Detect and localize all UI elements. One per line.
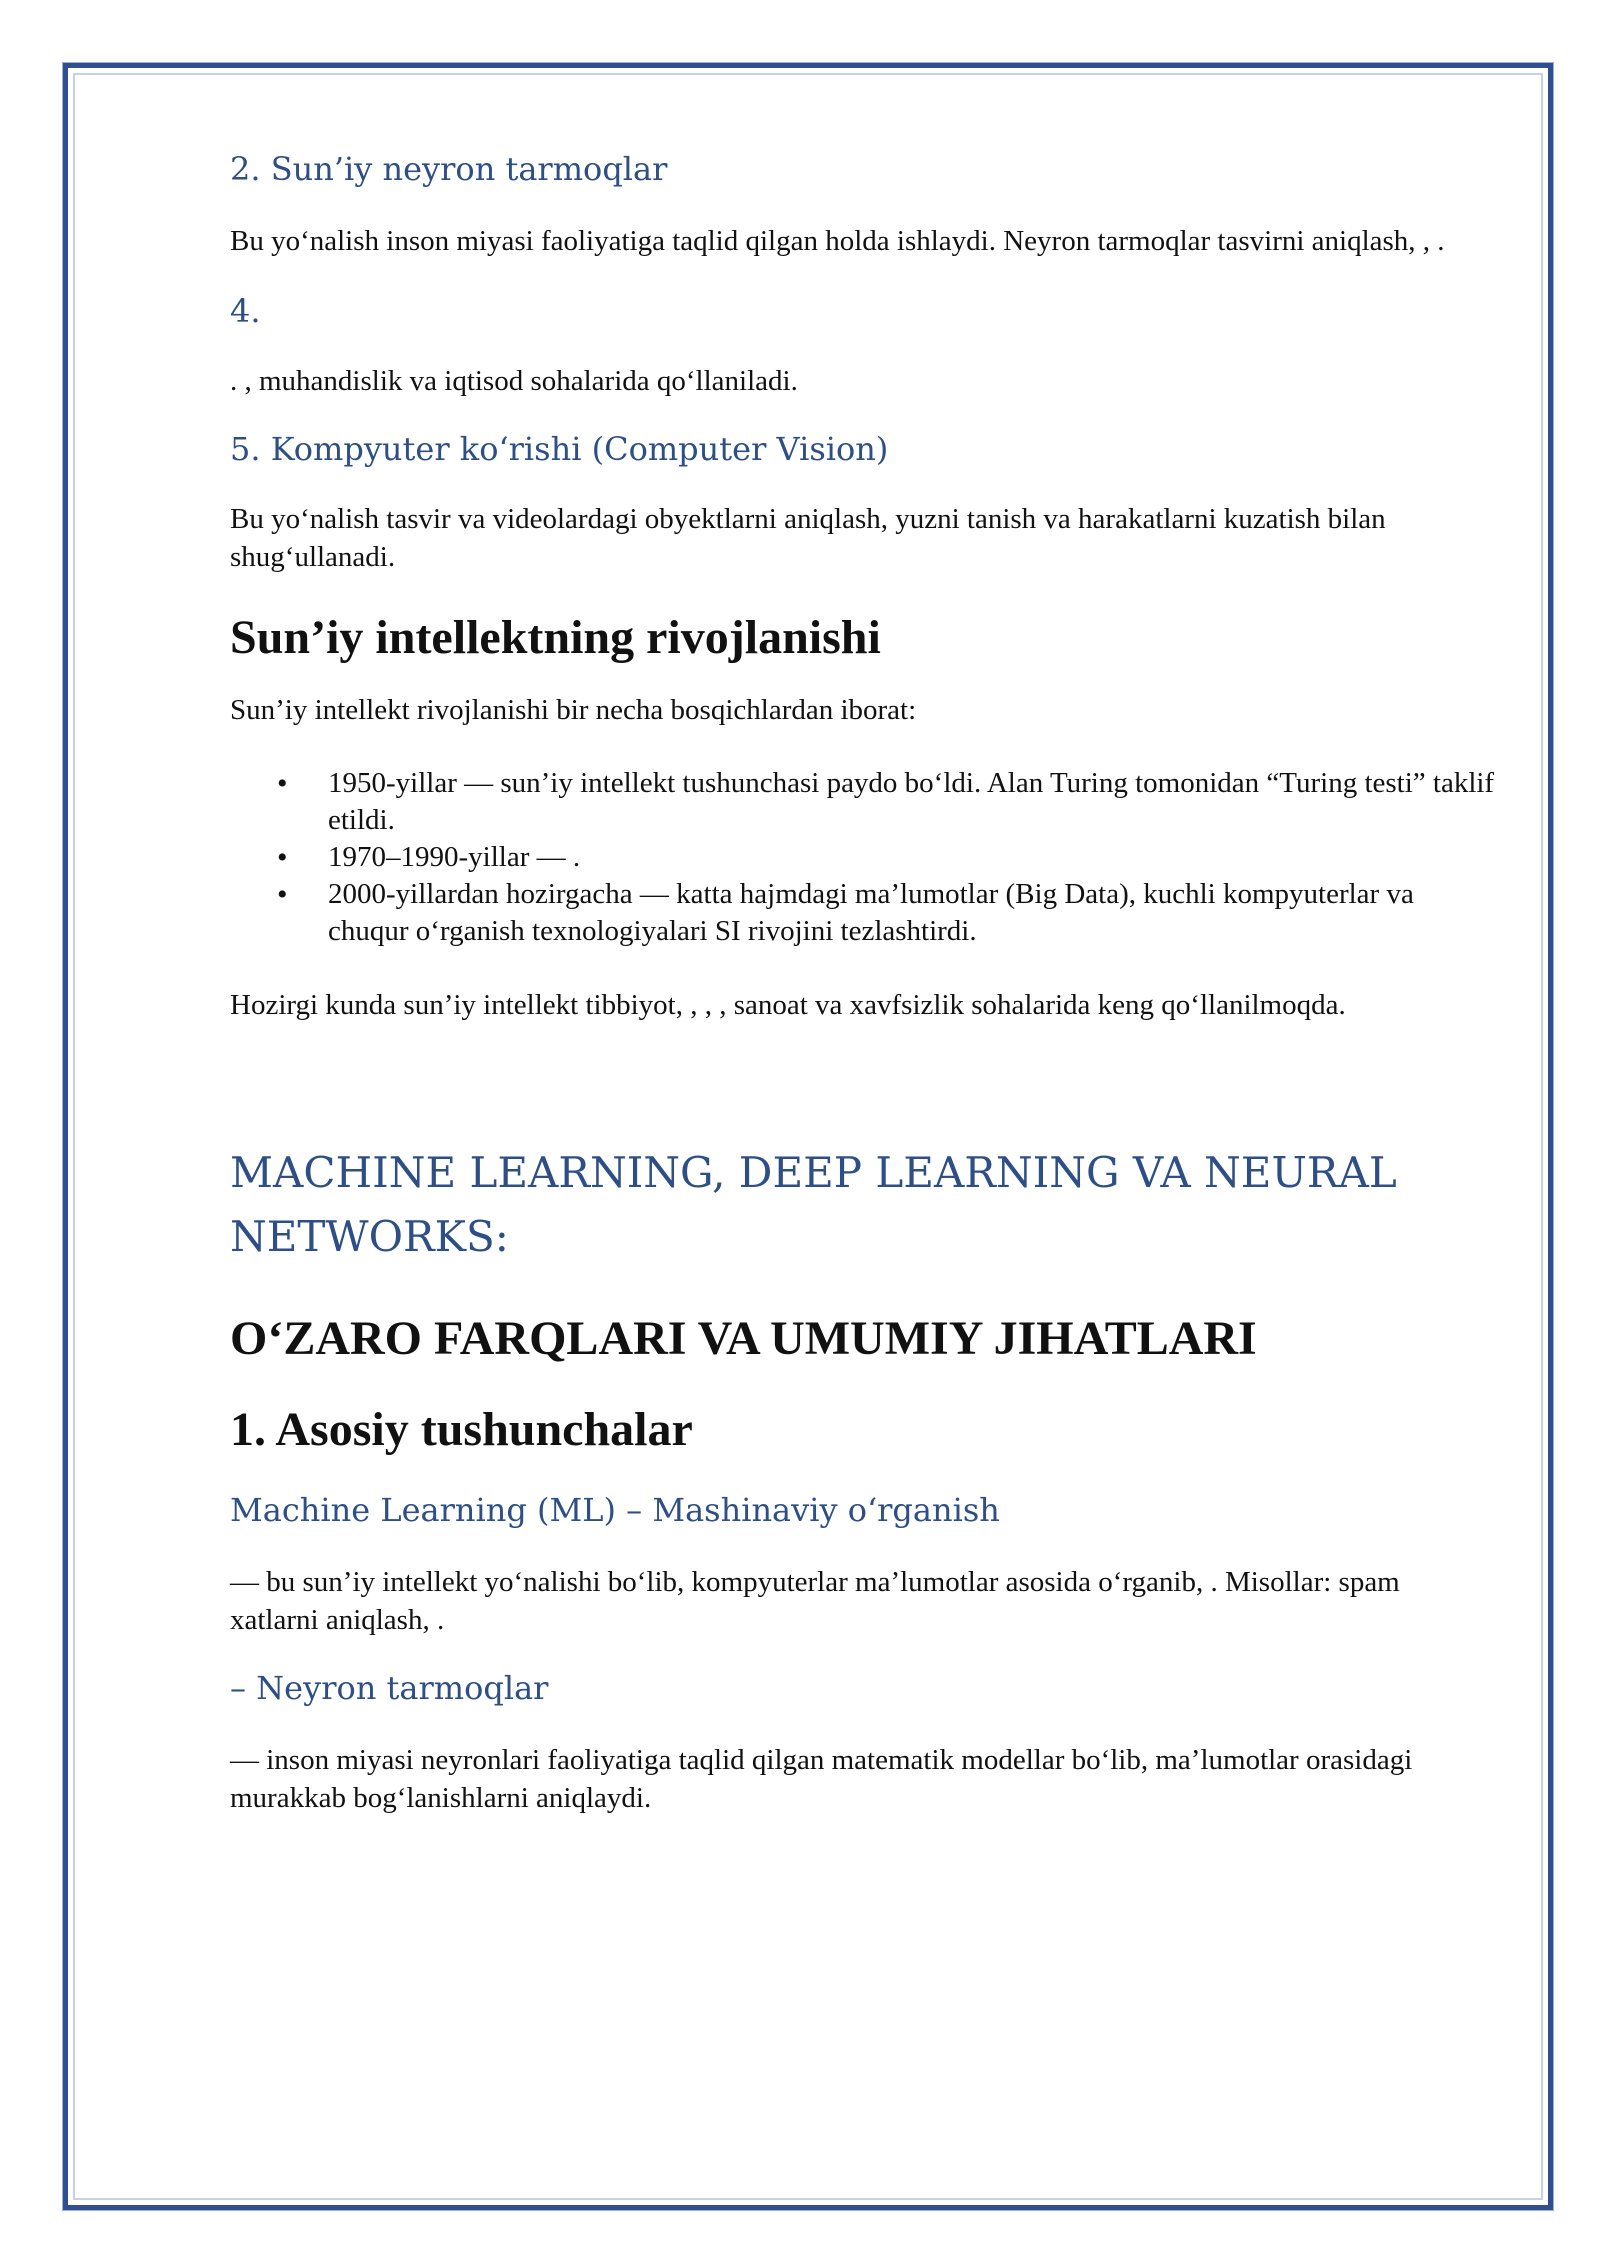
list-item bbox=[230, 839, 1495, 876]
heading-asosiy-tushunchalar: 1. Asosiy tushunchalar bbox=[230, 1403, 693, 1456]
paragraph-muhandislik: . , muhandislik va iqtisod sohalarida qo‘llaniladi. bbox=[230, 365, 798, 397]
heading-farqlari: O‘ZARO FARQLARI VA UMUMIY JIHATLARI bbox=[230, 1312, 1257, 1365]
list-item-text: 1950-yillar — sun’iy intellekt tushunchasi paydo bo‘ldi. Alan Turing tomonidan “Turing testi” taklif etildi. bbox=[328, 767, 1495, 836]
heading-machine-learning: Machine Learning (ML) – Mashinaviy o‘rganish bbox=[230, 1491, 1000, 1529]
heading-computer-vision: 5. Kompyuter ko‘rishi (Computer Vision) bbox=[230, 430, 889, 468]
paragraph-rivojlanish-intro: Sun’iy intellekt rivojlanishi bir necha bosqichlardan iborat: bbox=[230, 694, 917, 726]
paragraph-neyron-tarmoqlar: — inson miyasi neyronlari faoliyatiga taqlid qilgan matematik modellar bo‘lib, ma’lumotlar orasidagi murakkab bog‘lanishlarni aniqlaydi. bbox=[230, 1744, 1413, 1814]
list-item bbox=[230, 765, 1495, 839]
list-item-text: 1970–1990-yillar — . bbox=[328, 841, 581, 873]
paragraph-rivojlanish-summary: Hozirgi kunda sun’iy intellekt tibbiyot, , , , sanoat va xavfsizlik sohalarida keng qo‘llanilmoqda. bbox=[230, 989, 1346, 1021]
paragraph-computer-vision: Bu yo‘nalish tasvir va videolardagi obyektlarni aniqlash, yuzni tanish va harakatlarni kuzatish bilan shug‘ullanadi. bbox=[230, 503, 1386, 573]
bullet-icon: • bbox=[277, 767, 288, 800]
list-item bbox=[230, 876, 1495, 950]
rivojlanish-bullet-list bbox=[230, 765, 1495, 950]
heading-neyron-tarmoqlar: 2. Sun’iy neyron tarmoqlar bbox=[230, 150, 668, 188]
heading-rivojlanish: Sun’iy intellektning rivojlanishi bbox=[230, 611, 881, 664]
heading-ml-dl-nn: MACHINE LEARNING, DEEP LEARNING VA NEURAL NETWORKS: bbox=[230, 1148, 1397, 1261]
paragraph-neyron: Bu yo‘nalish inson miyasi faoliyatiga taqlid qilgan holda ishlaydi. Neyron tarmoqlar tasvirni aniqlash, , . bbox=[230, 225, 1445, 257]
heading-4: 4. bbox=[230, 292, 261, 330]
bullet-icon: • bbox=[277, 841, 288, 874]
document-content bbox=[230, 150, 1495, 1817]
list-item-text: 2000-yillardan hozirgacha — katta hajmdagi ma’lumotlar (Big Data), kuchli kompyuterlar va chuqur o‘rganish texnologiyalari SI rivojini tezlashtirdi. bbox=[328, 878, 1414, 947]
heading-neyron-tarmoqlar-2: – Neyron tarmoqlar bbox=[230, 1669, 549, 1707]
paragraph-machine-learning: — bu sun’iy intellekt yo‘nalishi bo‘lib, kompyuterlar ma’lumotlar asosida o‘rganib, . Misollar: spam xatlarni aniqlash, . bbox=[230, 1566, 1400, 1636]
bullet-icon: • bbox=[277, 878, 288, 911]
